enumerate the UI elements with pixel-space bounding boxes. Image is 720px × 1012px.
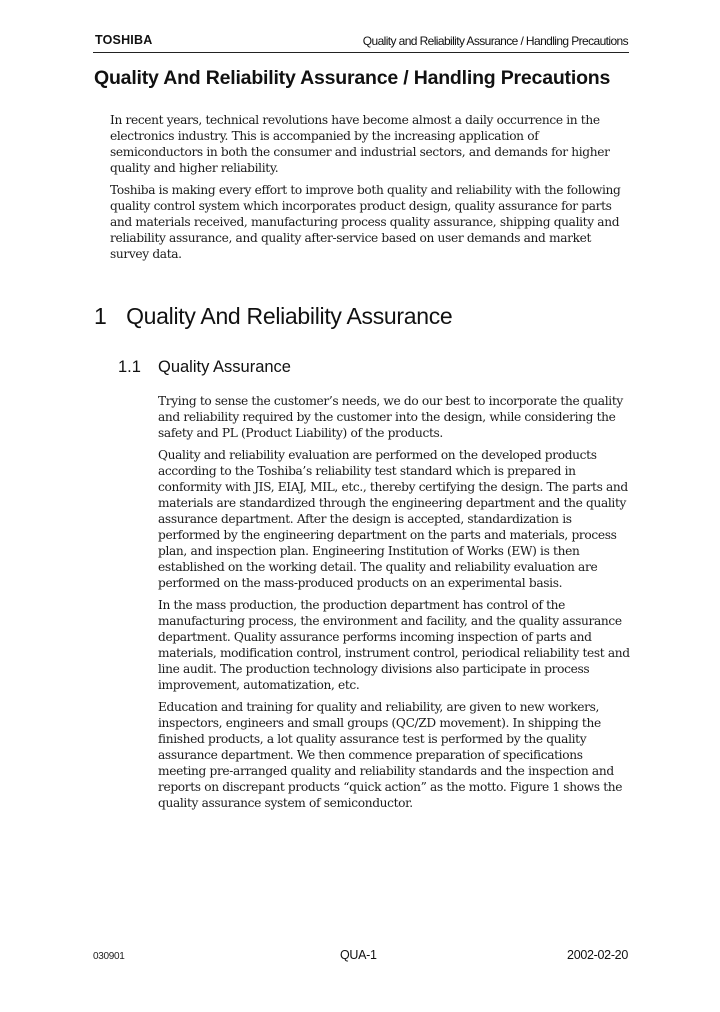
subsection-body bbox=[158, 393, 630, 817]
header-divider bbox=[93, 52, 629, 53]
body-paragraph: Education and training for quality and reliability, are given to new workers, inspectors, engineers and small groups (QC/ZD movement). In shipping the finished products, a lot quality assurance test is performed by the quality assurance department. We then commence preparation of specifications meeting pre-arranged quality and reliability standards and the inspection and reports on discrepant products “quick action” as the motto. Figure 1 shows the quality assurance system of semiconductor. bbox=[158, 700, 623, 810]
intro-paragraph: In recent years, technical revolutions have become almost a daily occurrence in the electronics industry. This is accompanied by the increasing application of semiconductors in both the consumer and industrial sectors, and demands for higher quality and higher reliability. bbox=[110, 113, 610, 175]
section-heading bbox=[94, 303, 452, 330]
page-number: QUA-1 bbox=[340, 948, 377, 962]
page-title: Quality And Reliability Assurance / Handling Precautions bbox=[94, 67, 611, 89]
section-title: Quality And Reliability Assurance bbox=[126, 303, 453, 329]
subsection-number: 1.1 bbox=[118, 358, 141, 376]
running-header-title: Quality and Reliability Assurance / Handling Precautions bbox=[362, 34, 628, 48]
body-paragraph: Trying to sense the customer’s needs, we do our best to incorporate the quality and reliability required by the customer into the design, while considering the safety and PL (Product Liability) of the products. bbox=[158, 394, 623, 440]
subsection-title: Quality Assurance bbox=[158, 358, 291, 376]
subsection-heading bbox=[118, 358, 291, 377]
body-paragraph: In the mass production, the production department has control of the manufacturing process, the environment and facility, and the quality assurance department. Quality assurance performs incoming inspection of parts and materials, modification control, instrument control, periodical reliability test and line audit. The production technology divisions also participate in process improvement, automatization, etc. bbox=[158, 598, 630, 692]
body-paragraph: Quality and reliability evaluation are performed on the developed products according to the Toshiba’s reliability test standard which is prepared in conformity with JIS, EIAJ, MIL, etc., thereby certifying the design. The parts and materials are standardized through the engineering department and the quality assurance department. After the design is accepted, standardization is performed by the engineering department on the parts and materials, process plan, and inspection plan. Engineering Institution of Works (EW) is then established on the working detail. The quality and reliability evaluation are performed on the mass-produced products on an experimental basis. bbox=[158, 448, 628, 590]
intro-section bbox=[110, 112, 630, 268]
document-code: 030901 bbox=[93, 951, 125, 962]
intro-paragraph: Toshiba is making every effort to improve both quality and reliability with the following quality control system which incorporates product design, quality assurance for parts and materials received, manufacturing process quality assurance, shipping quality and reliability assurance, and quality after-service based on user demands and market survey data. bbox=[110, 183, 621, 261]
section-number: 1 bbox=[94, 303, 107, 329]
company-name: TOSHIBA bbox=[95, 33, 153, 47]
revision-date: 2002-02-20 bbox=[567, 948, 628, 962]
